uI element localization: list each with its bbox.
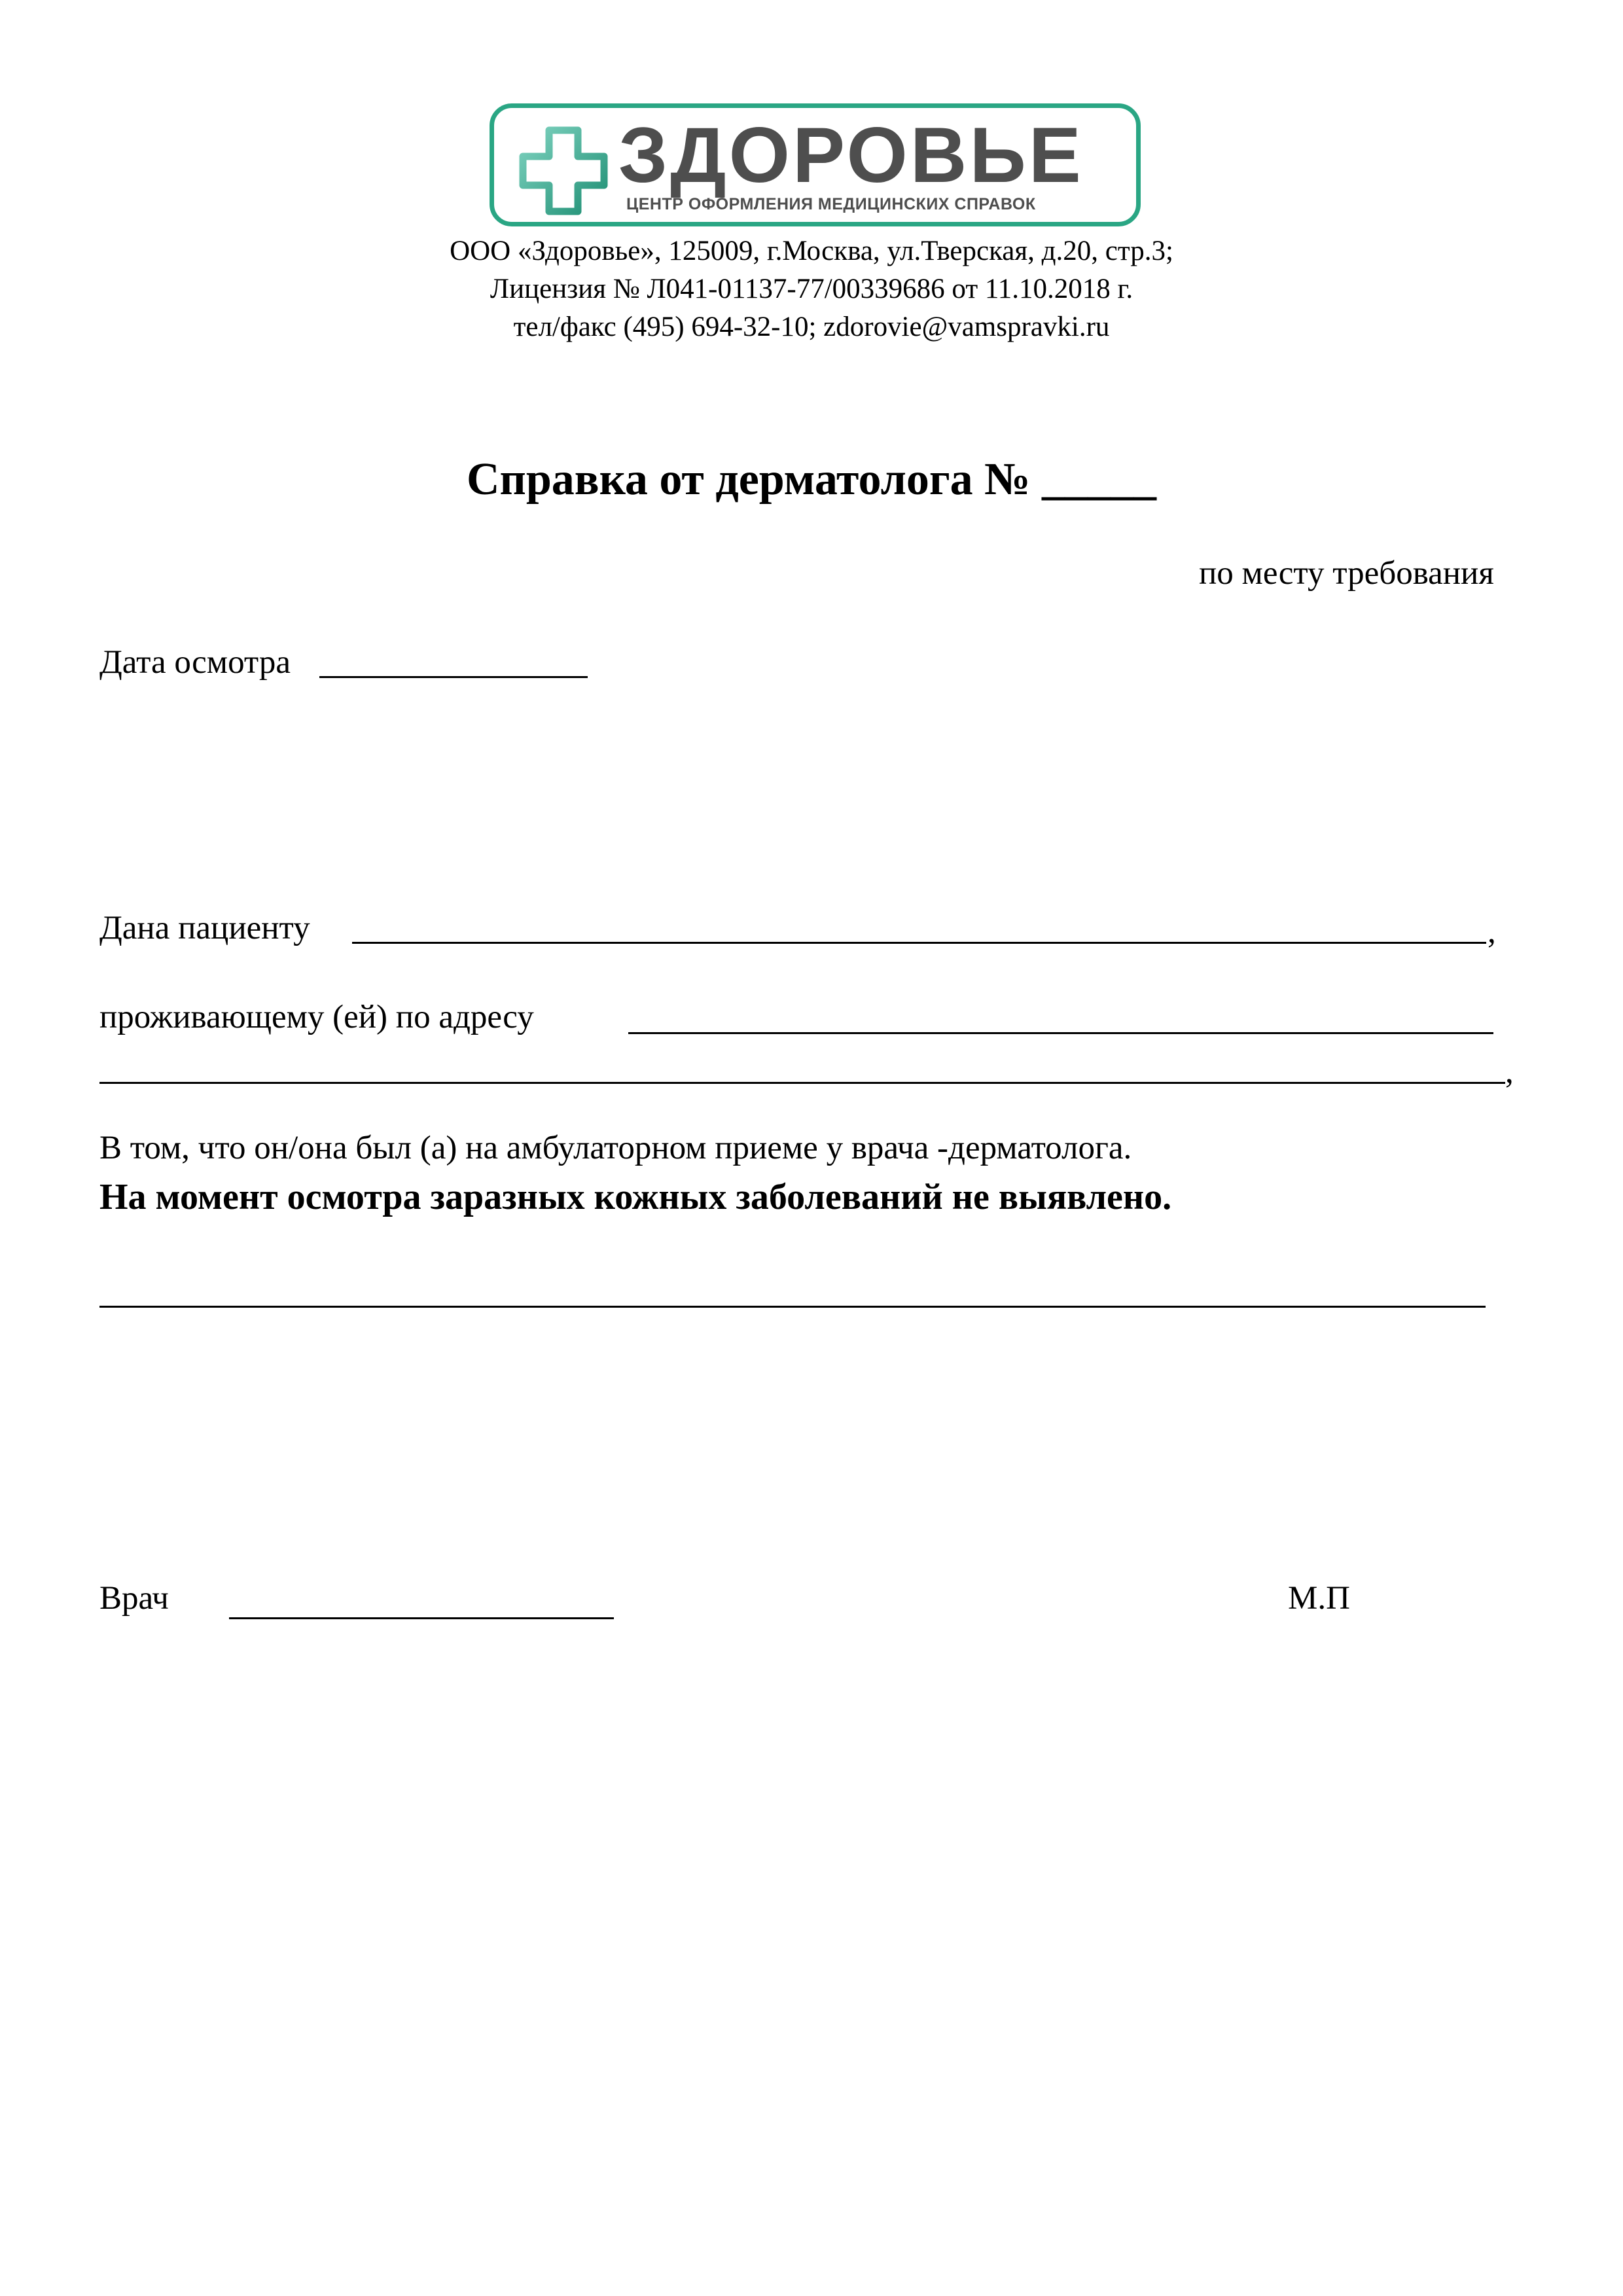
company-logo	[490, 103, 1141, 226]
exam-date-field[interactable]	[319, 676, 588, 678]
address-label: проживающему (ей) по адресу	[99, 999, 534, 1035]
destination-note: по месту требования	[1199, 555, 1494, 592]
stamp-label: М.П	[1288, 1580, 1350, 1617]
address-field-line2[interactable]	[99, 1082, 1505, 1084]
doctor-label: Врач	[99, 1580, 169, 1617]
contacts-line: тел/факс (495) 694-32-10; zdorovie@vamspravki.ru	[513, 312, 1110, 342]
patient-name-field[interactable]	[352, 942, 1486, 944]
document-title: Справка от дерматолога № _____	[466, 454, 1157, 505]
logo-name: ЗДОРОВЬЕ	[618, 111, 1084, 199]
conclusion-statement: На момент осмотра заразных кожных заболеваний не выявлено.	[99, 1177, 1172, 1217]
medical-cross-icon	[519, 126, 608, 215]
license-line: Лицензия № Л041-01137-77/00339686 от 11.10.2018 г.	[490, 274, 1133, 304]
exam-date-label: Дата осмотра	[99, 644, 291, 681]
address-comma: ,	[1505, 1054, 1514, 1090]
doctor-signature-field[interactable]	[229, 1617, 614, 1619]
notes-field[interactable]	[99, 1306, 1486, 1308]
patient-label: Дана пациенту	[99, 910, 310, 946]
company-address-line: ООО «Здоровье», 125009, г.Москва, ул.Тверская, д.20, стр.3;	[450, 236, 1173, 266]
patient-comma: ,	[1488, 914, 1496, 950]
visit-statement: В том, что он/она был (а) на амбулаторном приеме у врача -дерматолога.	[99, 1130, 1132, 1166]
address-field-line1[interactable]	[628, 1032, 1493, 1034]
logo-tagline: ЦЕНТР ОФОРМЛЕНИЯ МЕДИЦИНСКИХ СПРАВОК	[626, 195, 1036, 213]
